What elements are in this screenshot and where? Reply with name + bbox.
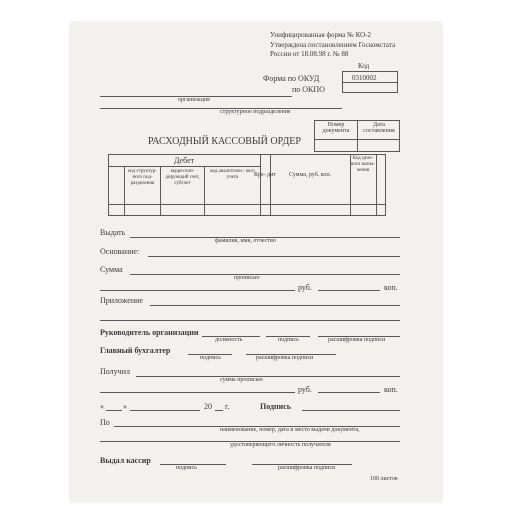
amount-label: Сумма — [100, 265, 123, 274]
okud-value: 0310002 — [352, 74, 377, 82]
signature-caption-2: подпись — [200, 355, 221, 361]
okud-label: Форма по ОКУД — [263, 74, 320, 83]
document-title: РАСХОДНЫЙ КАССОВЫЙ ОРДЕР — [148, 136, 301, 147]
sum-header: Сумма, руб. коп. — [288, 172, 332, 178]
approval-line-1: Утверждена постановлением Госкомстата — [270, 41, 396, 49]
received-label: Получил — [100, 367, 130, 376]
identity-caption: удостоверяющего личность получателя — [230, 442, 331, 448]
date-close-quote: » — [123, 402, 127, 411]
purpose-code-header: Код целе- вого назна- чения — [351, 156, 375, 173]
signature-caption-1: подпись — [278, 337, 299, 343]
credit-header: Кре- дит — [253, 172, 277, 178]
chief-accountant-label: Главный бухгалтер — [100, 346, 171, 355]
sheets-label: 100 листов — [370, 476, 398, 482]
basis-line — [148, 256, 400, 257]
attachment-line-2 — [100, 320, 400, 321]
department-caption: структурное подразделение — [220, 109, 291, 115]
rub-label-2: руб. — [298, 385, 312, 394]
year-suffix: г. — [225, 402, 230, 411]
document-caption: наименование, номер, дата и место выдачи документа, — [220, 427, 360, 433]
basis-label: Основание: — [100, 247, 140, 256]
year-label: 20 — [204, 402, 212, 411]
position-caption: должность — [215, 337, 243, 343]
cashier-label: Выдал кассир — [100, 456, 151, 465]
amount-words-caption: сумма прописью — [220, 377, 263, 383]
date-header: Дата составления — [363, 122, 395, 134]
attachment-label: Приложение — [100, 296, 143, 305]
attachment-line — [150, 305, 400, 306]
decoding-caption-1: расшифровка подписи — [328, 337, 386, 343]
kop-label: коп. — [384, 283, 398, 292]
received-line — [136, 376, 400, 377]
corr-account-header: корреспон- дирующий счет, субсчет — [165, 169, 200, 186]
organization-caption: организация — [178, 97, 210, 103]
rub-label: руб. — [298, 283, 312, 292]
issue-caption: фамилия, имя, отчество — [215, 238, 276, 244]
by-label: По — [100, 418, 110, 427]
approval-line-2: России от 18.08.98 г. № 88 — [270, 50, 349, 58]
amount-line — [130, 274, 400, 275]
analytic-code-header: код аналитичес- кого учета — [210, 169, 255, 180]
number-header: Номер документа — [322, 122, 350, 134]
unit-code-header: код структур- ного под- разделения — [128, 169, 157, 186]
cash-order-form — [70, 22, 442, 502]
debet-header: Дебет — [174, 156, 195, 165]
date-open-quote: « — [100, 402, 104, 411]
decoding-caption-3: расшифровка подписи — [278, 465, 336, 471]
amount-line-2 — [100, 290, 295, 291]
kop-label-2: коп. — [384, 385, 398, 394]
code-label: Код — [358, 62, 370, 70]
amount-in-words-caption: прописью — [234, 275, 260, 281]
decoding-caption-2: расшифровка подписи — [256, 355, 314, 361]
issue-label: Выдать — [100, 228, 126, 237]
form-code-line: Унифицированная форма № КО-2 — [270, 31, 371, 39]
head-label: Руководитель организации — [100, 328, 199, 337]
sign-label: Подпись — [260, 402, 292, 411]
signature-caption-3: подпись — [176, 465, 197, 471]
okpo-label: по ОКПО — [292, 85, 325, 94]
